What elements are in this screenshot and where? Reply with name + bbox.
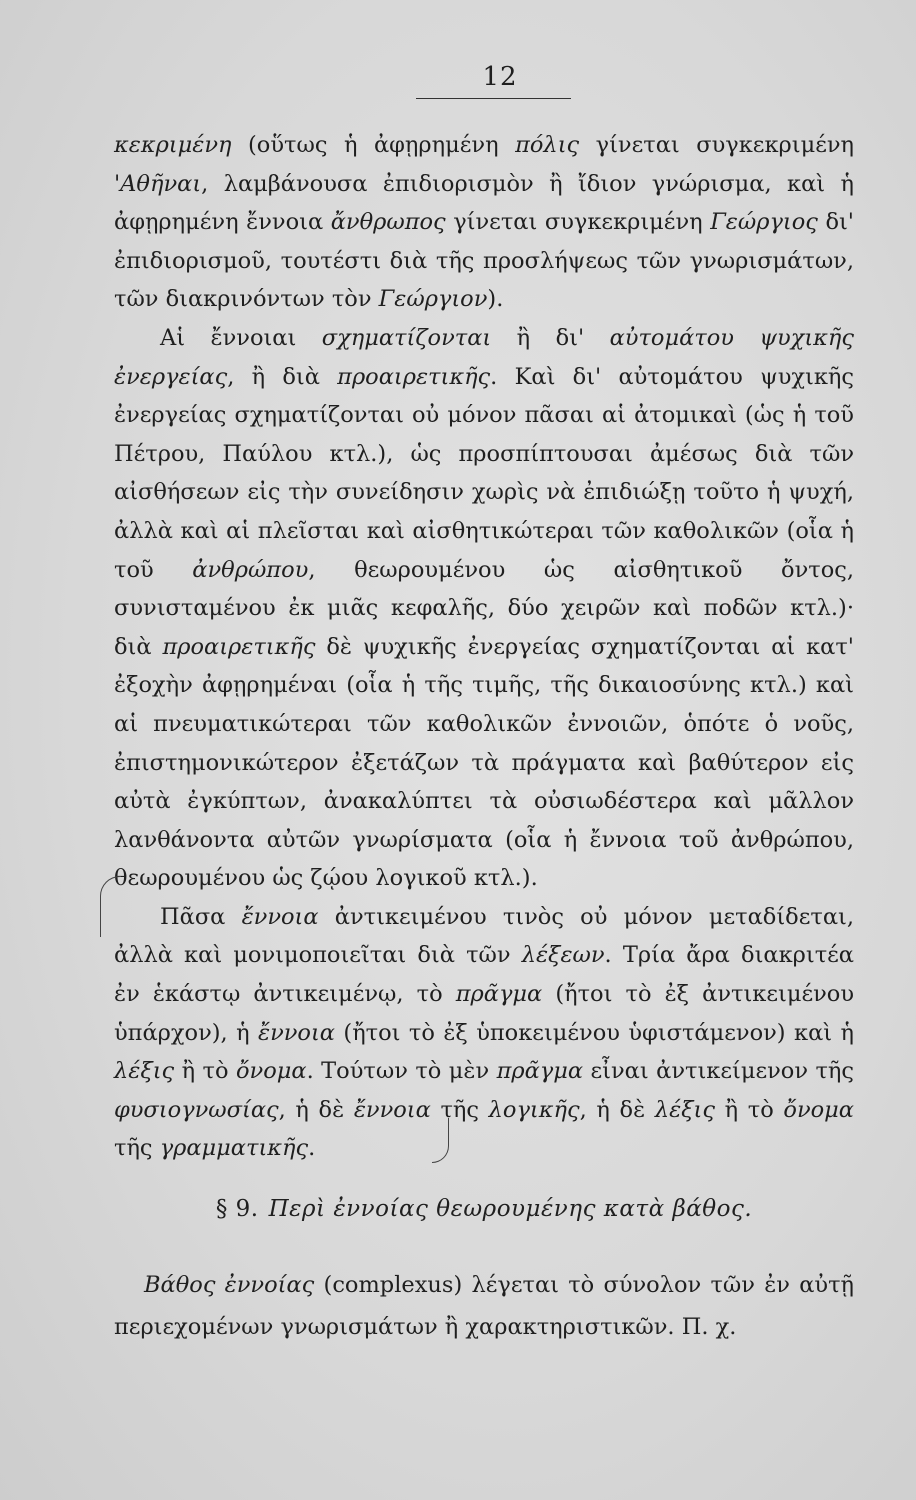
italic-term: Βάθος ἐννοίας	[144, 1272, 315, 1298]
body-paragraph	[114, 126, 854, 319]
section-symbol: § 9.	[215, 1196, 259, 1222]
text-run: ἀντικειμένου τινὸς οὐ μόνον μεταδίδεται, ἀλλὰ καὶ μονιμοποιεῖται διὰ τῶν	[114, 903, 854, 969]
text-run: ἢ δι'	[491, 324, 610, 351]
text-run: , θεωρουμένου ὡς αἰσθητικοῦ ὄντος, συνισταμένου ἐκ μιᾶς κεφαλῆς, δύο χειρῶν καὶ ποδῶν κτλ.)· διὰ	[114, 556, 854, 660]
page-number: 12	[482, 62, 518, 92]
italic-term: κεκριμένη	[114, 132, 232, 158]
italic-term: προαιρετικῆς	[162, 633, 316, 660]
italic-term: ὄνομα	[235, 1058, 307, 1085]
text-run: , ἢ διὰ	[227, 363, 338, 390]
text-run: τῆς	[430, 1096, 489, 1123]
body-paragraph	[114, 319, 854, 898]
section-title: Περὶ ἐννοίας θεωρουμένης κατὰ βάθος.	[268, 1196, 753, 1222]
italic-term: πρᾶγμα	[496, 1058, 584, 1085]
text-run: . Τούτων τὸ μὲν	[306, 1058, 497, 1085]
italic-term: ἔννοια	[353, 1096, 431, 1123]
text-run: Πᾶσα	[160, 903, 242, 930]
text-run: δὲ ψυχικῆς ἐνεργείας σχηματίζονται αἱ κατ' ἐξοχὴν ἀφῃρημέναι (οἷα ἡ τῆς τιμῆς, τῆς δικαιοσύνης κτλ.) καὶ αἱ πνευματικώτεραι τῶν καθολικῶν ἐννοιῶν, ὁπότε ὁ νοῦς, ἐπιστημονικώτερον ἐξετάζων τὰ πράγματα καὶ βαθύτερον εἰς αὐτὰ ἐγκύπτων, ἀνακαλύπτει τὰ οὐσιωδέστερα καὶ μᾶλλον λανθάνοντα αὐτῶν γνωρίσματα (οἷα ἡ ἔννοια τοῦ ἀνθρώπου, θεωρουμένου ὡς ζῴου λογικοῦ κτλ.).	[114, 633, 854, 892]
text-run: Αἱ ἔννοιαι	[160, 324, 322, 351]
text-run: (ἤτοι τὸ ἐξ ἀντικειμένου ὑπάρχον), ἡ	[114, 981, 854, 1046]
italic-term: πόλις	[515, 132, 580, 158]
italic-term: ἔννοια	[258, 1019, 335, 1046]
italic-term: λογικῆς	[488, 1096, 580, 1123]
italic-term: γραμματικῆς	[159, 1135, 309, 1162]
section-heading	[114, 1196, 854, 1222]
italic-term: ἄνθρωπος	[330, 209, 446, 236]
italic-term: ἀνθρώπου	[192, 556, 309, 583]
italic-term: 'Αθῆναι	[114, 170, 202, 197]
text-run: ἢ τὸ	[174, 1058, 236, 1085]
header-rule	[416, 98, 571, 99]
italic-term: φυσιογνωσίας	[114, 1096, 279, 1123]
text-run: , λαμβάνουσα ἐπιδιορισμὸν ἢ ἴδιον γνώρισμα, καὶ ἡ ἀφῃρημένη ἔννοια	[114, 170, 854, 236]
final-paragraph-container	[114, 1264, 854, 1348]
text-run: τῆς	[114, 1135, 160, 1162]
text-run: . Καὶ δι' αὐτομάτου ψυχικῆς ἐνεργείας σχηματίζονται οὐ μόνον πᾶσαι αἱ ἀτομικαὶ (ὡς ἡ τοῦ Πέτρου, Παύλου κτλ.), ὡς προσπίπτουσαι ἀμέσως διὰ τῶν αἰσθήσεων εἰς τὴν συνείδησιν χωρὶς νὰ ἐπιδιώξῃ τοῦτο ἡ ψυχή, ἀλλὰ καὶ αἱ πλεῖσται καὶ αἰσθητικώτεραι τῶν καθολικῶν (οἷα ἡ τοῦ	[114, 363, 854, 583]
text-run: εἶναι ἀντικείμενον τῆς	[583, 1058, 854, 1085]
italic-term: λέξις	[114, 1058, 175, 1085]
italic-term: Γεώργιος	[710, 209, 818, 236]
body-paragraph	[114, 898, 854, 1168]
text-run: γίνεται συγκεκριμένη	[579, 132, 855, 158]
italic-term: ἔννοια	[241, 903, 319, 930]
italic-term: πρᾶγμα	[455, 981, 543, 1008]
italic-term: προαιρετικῆς	[337, 363, 491, 390]
italic-term: λέξεων	[521, 942, 605, 969]
text-run: ἢ τὸ	[714, 1096, 784, 1123]
body-text	[114, 126, 854, 1168]
italic-term: ὄνομα	[783, 1096, 854, 1123]
text-run: (οὕτως ἡ ἀφῃρημένη	[231, 132, 516, 158]
text-run: . Τρία ἄρα διακριτέα ἐν ἑκάστῳ ἀντικειμένῳ, τὸ	[114, 942, 854, 1008]
italic-term: Γεώργιον	[378, 286, 488, 313]
italic-term: αὐτομάτου ψυχικῆς ἐνεργείας	[114, 324, 854, 390]
final-paragraph	[114, 1264, 854, 1348]
text-run: , ἡ δὲ	[579, 1096, 655, 1123]
text-run: γίνεται συγκεκριμένη	[445, 209, 711, 236]
italic-term: σχηματίζονται	[321, 324, 492, 351]
italic-term: λέξις	[654, 1096, 715, 1123]
text-run: (ἤτοι τὸ ἐξ ὑποκειμένου ὑφιστάμενον) καὶ ἡ	[335, 1019, 854, 1046]
text-run: .	[308, 1135, 316, 1162]
margin-bracket-open-mark	[100, 876, 121, 937]
text-run: δι' ἐπιδιορισμοῦ, τουτέστι διὰ τῆς προσλήψεως τῶν γνωρισμάτων, τῶν διακρινόντων τὸν	[114, 209, 854, 313]
text-run: , ἡ δὲ	[278, 1096, 354, 1123]
text-run: (complexus) λέγεται τὸ σύνολον τῶν ἐν αὐτῇ περιεχομένων γνωρισμάτων ἢ χαρακτηριστικῶν. Π. χ.	[114, 1272, 854, 1340]
text-run: ).	[487, 286, 504, 313]
